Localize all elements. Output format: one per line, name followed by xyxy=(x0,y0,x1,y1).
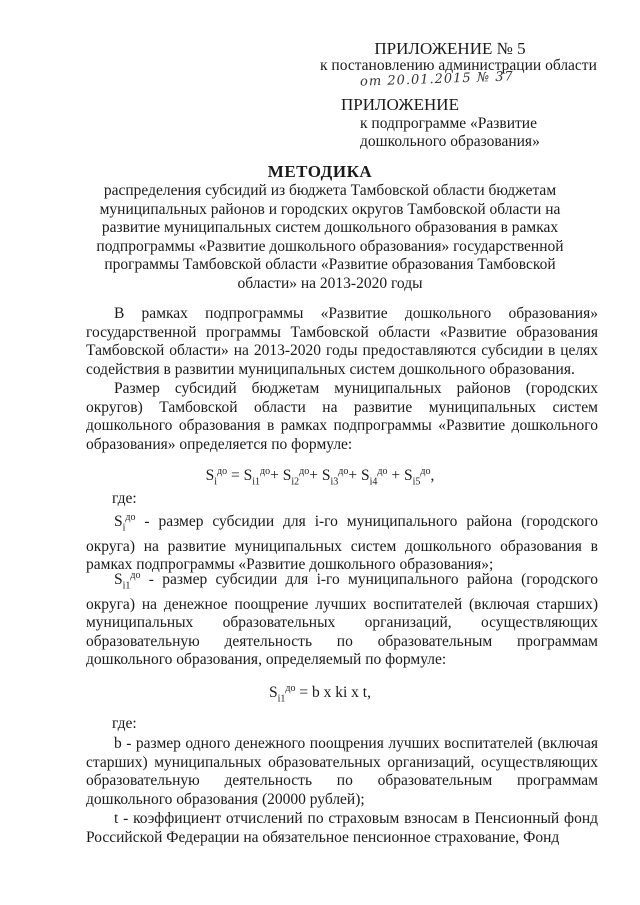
annex-title: ПРИЛОЖЕНИЕ № 5 xyxy=(374,39,526,58)
handwritten-date-number: от 20.01.2015 № 37 xyxy=(359,69,515,90)
definition-si1: $S_{i1}^{до}$ - размер субсидии для i-го муниципального района (городского округа) на денежное поощрение лучших воспитателей (включая старших) муниципальных образовательных организаций, осуществляющих образовательную деятельность по образовательным программам дошкольного образования, определяемый по формуле: xyxy=(86,570,598,669)
definition-si1-text: - размер субсидии для i-го муниципального района (городского округа) на денежное поощрение лучших воспитателей (включая старших) муниципальных образовательных организаций, осуществляющих образовательную деятельность по образовательным программам дошкольного образования, определяемый по формуле: xyxy=(86,571,598,669)
annex2-line-1: к подпрограмме «Развитие xyxy=(360,115,537,132)
formula-si1: $S_{i1}^{до} = b$ x ki x t, xyxy=(269,683,371,705)
formula-subsidy-total: $S_i^{до} = S_{i1}^{до}+ S_{i2}^{до}+ S_{i3}^{до}+ S_{i4}^{до} + S_{i5}^{до}$, xyxy=(205,466,435,488)
where-label-2: где: xyxy=(112,715,137,732)
paragraph-intro: В рамках подпрограммы «Развитие дошкольного образования» государственной программы Тамбовской области «Развитие образования Тамбовской области» на 2013-2020 годы предоставляются субсидии в целях содействия в развитии муниципальных систем дошкольного образования. xyxy=(86,305,598,378)
where-label-1: где: xyxy=(112,490,137,507)
paragraph-formula-intro: Размер субсидий бюджетам муниципальных районов (городских округов) Тамбовской области на развитие муниципальных систем дошкольного образования в рамках подпрограммы «Развитие дошкольного образования» определяется по формуле: xyxy=(86,380,598,453)
formula-si1-rhs: = b x ki x t, xyxy=(295,684,371,702)
definition-si-text: - размер субсидии для i-го муниципального района (городского округа) на развитие муниципальных систем дошкольного образования в рамках подпрограммы «Развитие дошкольного образования»; xyxy=(86,513,598,574)
annex2-title: ПРИЛОЖЕНИЕ xyxy=(341,95,459,114)
annex-reference: к постановлению администрации области xyxy=(320,57,597,74)
method-description: распределения субсидий из бюджета Тамбовской области бюджетам муниципальных районов и городских округов Тамбовской области на развитие муниципальных систем дошкольного образования в рамках подпрограммы «Развитие дошкольного образования» государственной программы Тамбовской области «Развитие образования Тамбовской области» на 2013-2020 годы xyxy=(96,182,564,292)
annex2-line-2: дошкольного образования» xyxy=(360,133,540,150)
definition-t: t - коэффициент отчислений по страховым взносам в Пенсионный фонд Российской Федерации на обязательное пенсионное страхование, Фонд xyxy=(86,810,598,846)
annex2-reference xyxy=(360,115,580,151)
method-title: МЕТОДИКА xyxy=(267,162,373,181)
definition-si: $S_i^{до}$ - размер субсидии для i-го муниципального района (городского округа) на развитие муниципальных систем дошкольного образования в рамках подпрограммы «Развитие дошкольного образования»; xyxy=(86,512,598,574)
definition-b: b - размер одного денежного поощрения лучших воспитателей (включая старших) муниципальных образовательных организаций, осуществляющих образовательную деятельность по образовательным программам дошкольного образования (20000 рублей); xyxy=(86,735,598,808)
